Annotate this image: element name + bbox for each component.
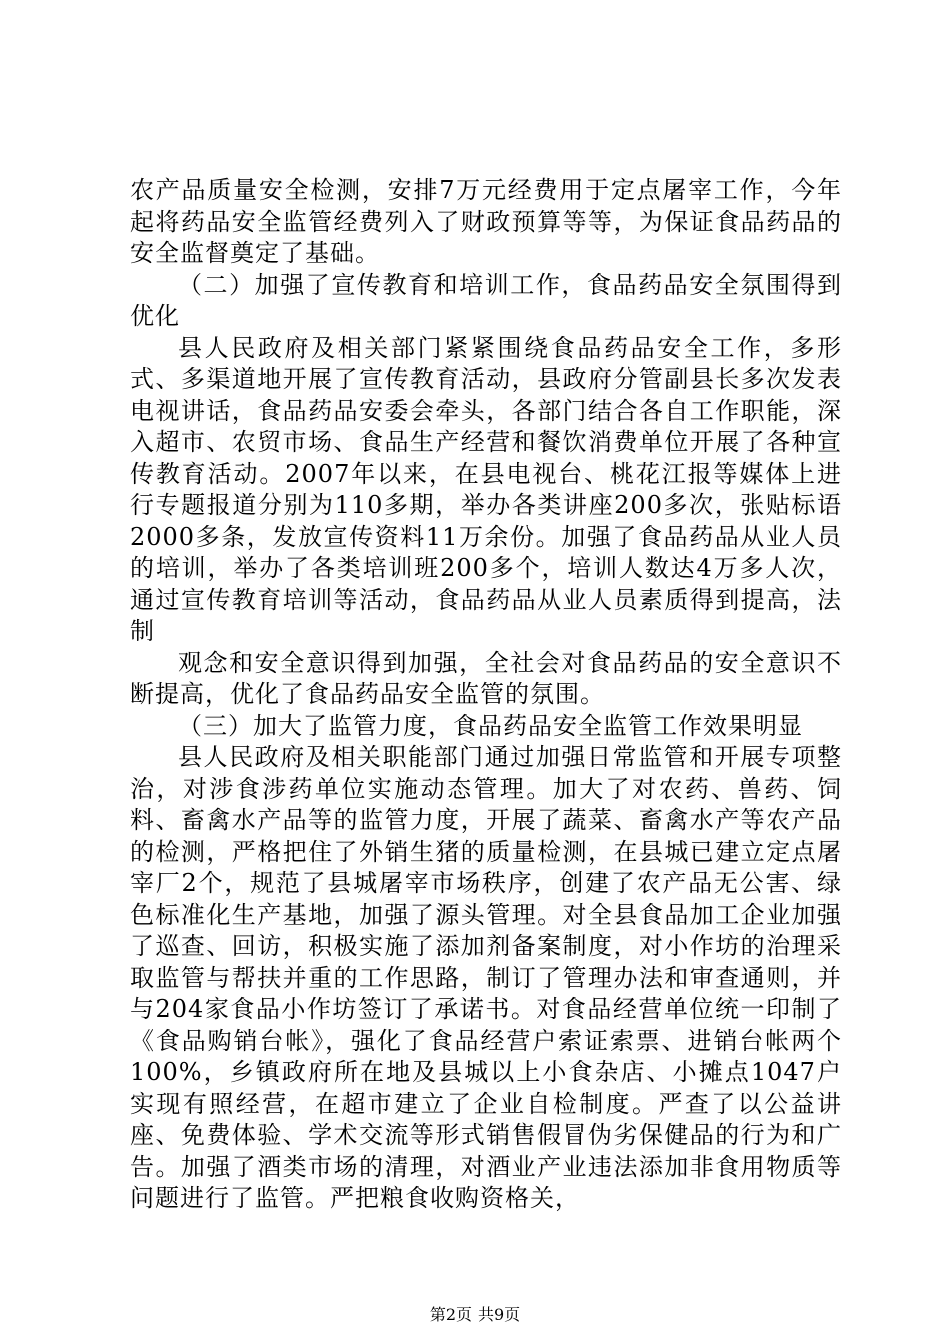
document-body <box>130 175 842 1215</box>
paragraph-4: 县人民政府及相关职能部门通过加强日常监管和开展专项整治，对涉食涉药单位实施动态管理。加大了对农药、兽药、饲料、畜禽水产品等的监管力度，开展了蔬菜、畜禽水产等农产品的检测，严格把住了外销生猪的质量检测，在县城已建立定点屠宰厂2个，规范了县城屠宰市场秩序，创建了农产品无公害、绿色标准化生产基地，加强了源头管理。对全县食品加工企业加强了巡查、回访，积极实施了添加剂备案制度，对小作坊的治理采取监管与帮扶并重的工作思路，制订了管理办法和审查通则，并与204家食品小作坊签订了承诺书。对食品经营单位统一印制了《食品购销台帐》，强化了食品经营户索证索票、进销台帐两个100%，乡镇政府所在地及县城以上小食杂店、小摊点1047户实现有照经营，在超市建立了企业自检制度。严查了以公益讲座、免费体验、学术交流等形式销售假冒伪劣保健品的行为和广告。加强了酒类市场的清理，对酒业产业违法添加非食用物质等问题进行了监管。严把粮食收购资格关， <box>130 743 842 1212</box>
paragraph-3: 观念和安全意识得到加强，全社会对食品药品的安全意识不断提高，优化了食品药品安全监管的氛围。 <box>130 648 842 708</box>
paragraph-1: 农产品质量安全检测，安排7万元经费用于定点屠宰工作，今年起将药品安全监管经费列入了财政预算等等，为保证食品药品的安全监督奠定了基础。 <box>130 176 842 267</box>
page-number: 第2页 <box>429 1305 472 1324</box>
paragraph-2: 县人民政府及相关部门紧紧围绕食品药品安全工作，多形式、多渠道地开展了宣传教育活动，县政府分管副县长多次发表电视讲话，食品药品安委会牵头，各部门结合各自工作职能，深入超市、农贸市场、食品生产经营和餐饮消费单位开展了各种宣传教育活动。2007年以来，在县电视台、桃花江报等媒体上进行专题报道分别为110多期，举办各类讲座200多次，张贴标语2000多条，发放宣传资料11万余份。加强了食品药品从业人员的培训，举办了各类培训班200多个，培训人数达4万多人次，通过宣传教育培训等活动，食品药品从业人员素质得到提高，法制 <box>130 333 842 645</box>
page-footer <box>0 1302 950 1325</box>
section-heading-2: （二）加强了宣传教育和培训工作，食品药品安全氛围得到优化 <box>130 270 842 330</box>
section-heading-3: （三）加大了监管力度，食品药品安全监管工作效果明显 <box>178 711 803 740</box>
page-total: 共9页 <box>478 1305 521 1324</box>
